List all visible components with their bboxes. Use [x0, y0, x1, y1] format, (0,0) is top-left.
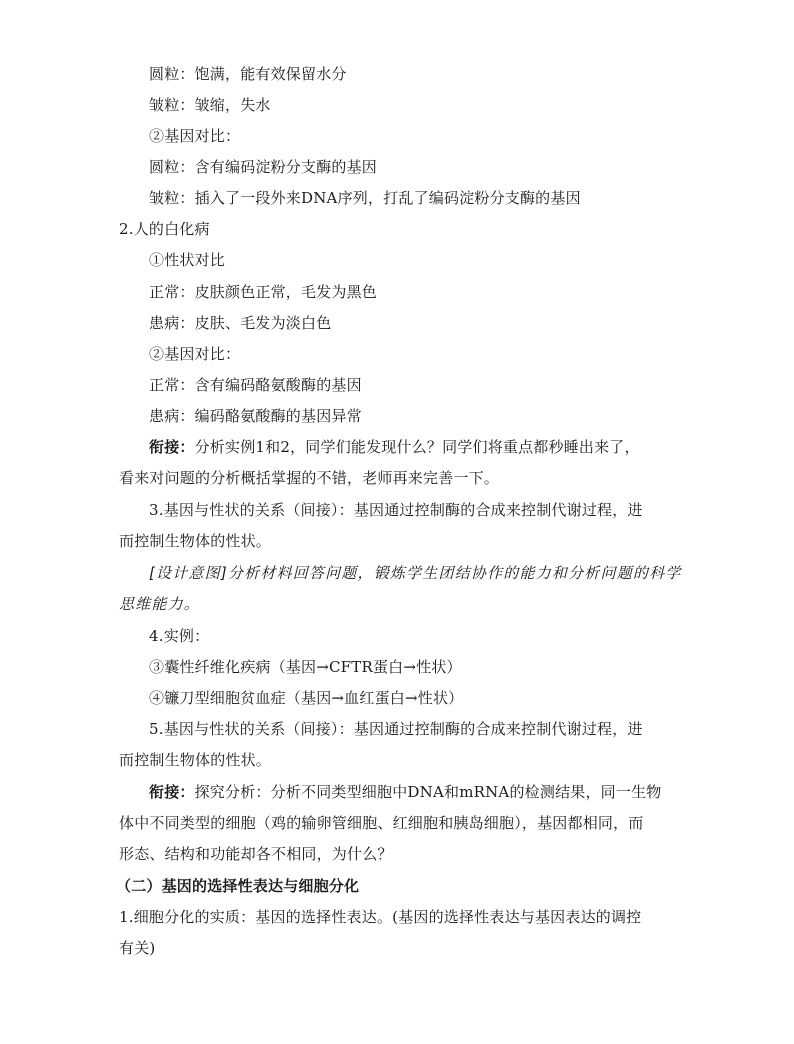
text-line: 探究分析：分析不同类型细胞中DNA和mRNA的检测结果，同一生物	[194, 783, 662, 801]
text-line: 4.实例：	[149, 627, 210, 645]
text-line: 1.细胞分化的实质：基因的选择性表达。(基因的选择性表达与基因表达的调控	[119, 908, 642, 926]
section-heading: （二）基因的选择性表达与细胞分化	[116, 877, 360, 895]
text-line: ①性状对比	[149, 251, 226, 269]
text-line: 而控制生物体的性状。	[119, 532, 272, 550]
text-line: ③囊性纤维化疾病（基因→CFTR蛋白→性状）	[149, 658, 462, 676]
text-line: 分析实例1和2，同学们能发现什么？同学们将重点都秒睡出来了，	[194, 438, 640, 456]
text-line: 圆粒：饱满，能有效保留水分	[149, 65, 347, 83]
text-line: 患病：皮肤、毛发为淡白色	[149, 314, 332, 332]
text-line: 形态、结构和功能却各不相同，为什么？	[119, 845, 393, 863]
text-line: 皱粒：皱缩，失水	[149, 96, 271, 114]
text-line: 而控制生物体的性状。	[119, 751, 272, 769]
text-line: 体中不同类型的细胞（鸡的输卵管细胞、红细胞和胰岛细胞），基因都相同，而	[119, 814, 644, 832]
text-line: 3.基因与性状的关系（间接）：基因通过控制酶的合成来控制代谢过程，进	[149, 501, 643, 519]
transition-label: 衔接：	[149, 783, 195, 801]
text-line: ②基因对比：	[149, 345, 241, 363]
text-line: 5.基因与性状的关系（间接）：基因通过控制酶的合成来控制代谢过程，进	[149, 720, 643, 738]
text-line: ②基因对比：	[149, 127, 241, 145]
transition-paragraph	[149, 782, 661, 802]
text-line: 有关)	[119, 939, 156, 957]
design-intent-text: 思维能力。	[119, 595, 201, 613]
design-intent-text: [设计意图]分析材料回答问题，锻炼学生团结协作的能力和分析问题的科学	[149, 564, 682, 582]
transition-label: 衔接：	[149, 438, 195, 456]
text-line: 正常：皮肤颜色正常，毛发为黑色	[149, 283, 378, 301]
text-line: 圆粒：含有编码淀粉分支酶的基因	[149, 158, 378, 176]
text-line: 看来对问题的分析概括掌握的不错，老师再来完善一下。	[119, 469, 500, 487]
text-line: 患病：编码酪氨酸酶的基因异常	[149, 407, 362, 425]
text-line: 皱粒：插入了一段外来DNA序列，打乱了编码淀粉分支酶的基因	[149, 189, 581, 207]
text-line: ④镰刀型细胞贫血症（基因→血红蛋白→性状）	[149, 689, 464, 707]
section-heading: 2.人的白化病	[119, 220, 210, 238]
transition-paragraph	[149, 437, 640, 457]
text-line: 正常：含有编码酪氨酸酶的基因	[149, 376, 362, 394]
